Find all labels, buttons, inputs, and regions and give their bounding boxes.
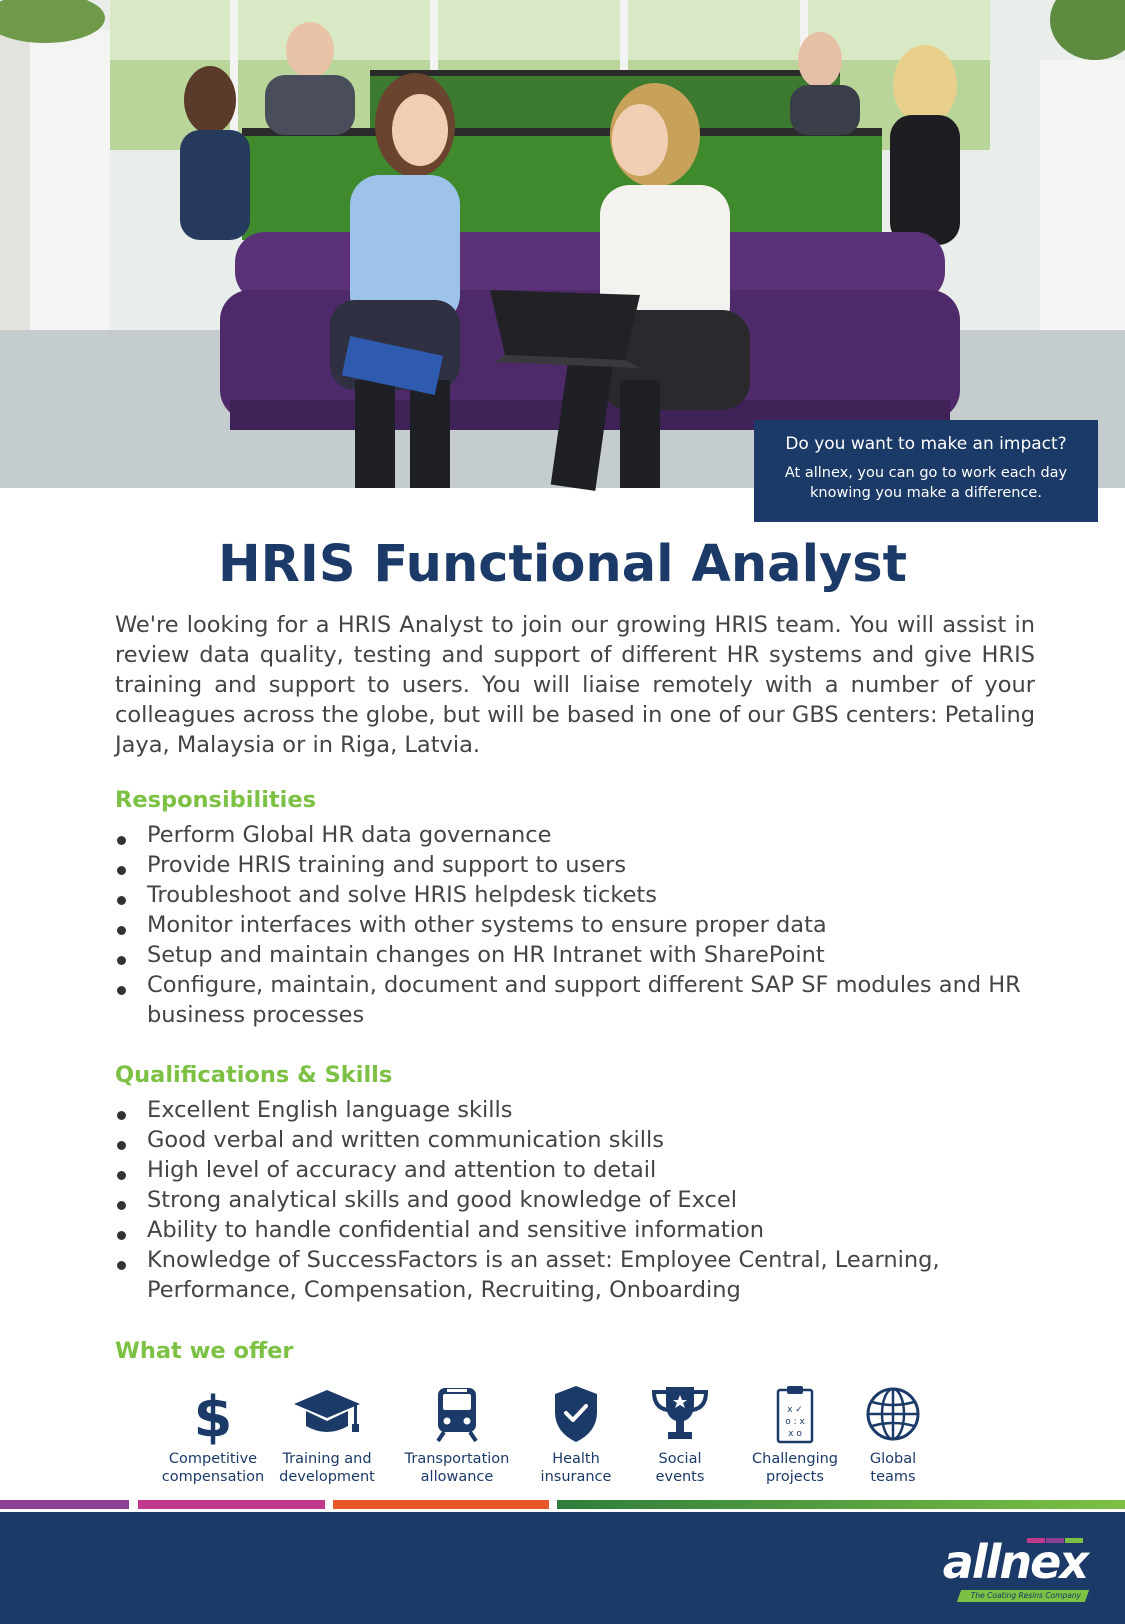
offer-icons-row — [0, 1384, 1125, 1494]
bullet-icon — [117, 926, 126, 935]
shield-check-icon — [551, 1384, 601, 1444]
list-item: Perform Global HR data governance — [115, 820, 1045, 850]
footer — [0, 1512, 1125, 1624]
hero-photo — [0, 0, 1125, 501]
svg-text:$: $ — [193, 1385, 233, 1450]
offer-item-compensation: $ Competitive compensation — [161, 1385, 265, 1485]
impact-answer: At allnex, you can go to work each day knowing you make a difference. — [784, 465, 1068, 501]
logo-tagline: The Coating Resins Company — [970, 1591, 1081, 1600]
bullet-icon — [117, 1231, 126, 1240]
job-title: HRIS Functional Analyst — [217, 535, 908, 594]
allnex-logo — [937, 1534, 1087, 1606]
bullet-icon — [117, 1261, 126, 1270]
stripe-green — [557, 1500, 1125, 1509]
bullet-icon — [117, 896, 126, 905]
list-item: Setup and maintain changes on HR Intranet with SharePoint — [115, 940, 1045, 970]
globe-icon — [863, 1384, 923, 1444]
offer-heading: What we offer — [115, 1338, 294, 1364]
job-intro: We're looking for a HRIS Analyst to join our growing HRIS team. You will assist in review data quality, testing and support of different HR systems and give HRIS training and support to users. You will liaise remotely with a number of your colleagues across the globe, but will be based in one of our GBS centers: Petaling Jaya, Malaysia or in Riga, Latvia. — [115, 612, 1035, 758]
list-item: High level of accuracy and attention to detail — [115, 1155, 1045, 1185]
list-item: Provide HRIS training and support to users — [115, 850, 1045, 880]
dollar-icon — [183, 1384, 243, 1450]
qualifications-list — [115, 1095, 1045, 1305]
offer-item-projects: x ✓ o : x x o Challenging projects — [725, 1384, 865, 1486]
offer-item-training: Training and development — [257, 1384, 397, 1486]
qualifications-heading: Qualifications & Skills — [115, 1062, 393, 1088]
bullet-icon — [117, 836, 126, 845]
list-item: Monitor interfaces with other systems to ensure proper data — [115, 910, 1045, 940]
bullet-icon — [117, 1171, 126, 1180]
bullet-icon — [117, 1111, 126, 1120]
list-item: Good verbal and written communication skills — [115, 1125, 1045, 1155]
list-item: Configure, maintain, document and support different SAP SF modules and HR business processes — [115, 970, 1045, 1030]
offer-item-global: Global teams — [823, 1384, 963, 1486]
trophy-icon — [650, 1384, 710, 1444]
bullet-icon — [117, 986, 126, 995]
svg-text:x o: x o — [788, 1429, 802, 1439]
list-item: Knowledge of SuccessFactors is an asset: Employee Central, Learning, Performance, Compensation, Recruiting, Onboarding — [115, 1245, 1045, 1305]
offer-item-social: Social events — [610, 1384, 750, 1486]
stripe-orange — [333, 1500, 549, 1509]
logo-text: allnex — [942, 1535, 1087, 1589]
stripe-magenta — [138, 1500, 325, 1509]
offer-item-health: Health insurance — [506, 1384, 646, 1486]
list-item: Strong analytical skills and good knowledge of Excel — [115, 1185, 1045, 1215]
train-icon — [432, 1384, 482, 1444]
responsibilities-heading: Responsibilities — [115, 787, 317, 813]
responsibilities-list — [115, 820, 1045, 1030]
offer-item-transportation: Transportation allowance — [387, 1384, 527, 1486]
bullet-icon — [117, 1141, 126, 1150]
clipboard-icon — [770, 1384, 820, 1446]
stripe-purple — [0, 1500, 129, 1509]
svg-text:o : x: o : x — [785, 1417, 805, 1427]
list-item: Excellent English language skills — [115, 1095, 1045, 1125]
graduation-cap-icon — [292, 1384, 362, 1444]
bullet-icon — [117, 866, 126, 875]
bullet-icon — [117, 1201, 126, 1210]
svg-text:x ✓: x ✓ — [787, 1405, 803, 1415]
list-item: Troubleshoot and solve HRIS helpdesk tickets — [115, 880, 1045, 910]
bullet-icon — [117, 956, 126, 965]
impact-callout — [754, 420, 1098, 522]
list-item: Ability to handle confidential and sensitive information — [115, 1215, 1045, 1245]
impact-question: Do you want to make an impact? — [785, 434, 1067, 454]
office-scene-illustration — [0, 0, 1125, 488]
